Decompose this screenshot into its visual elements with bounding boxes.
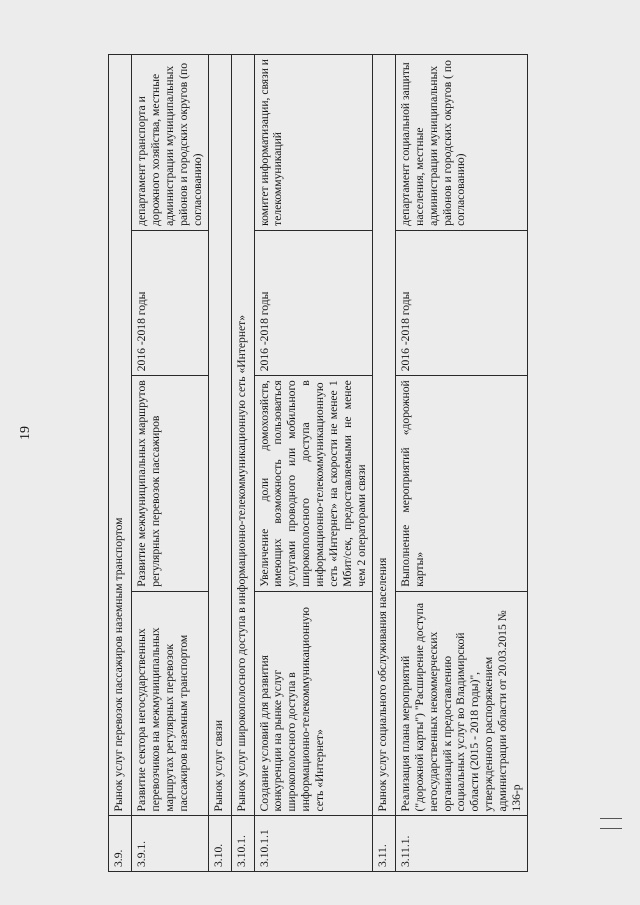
measure-cell: Развитие сектора негосударственных перевозчиков на межмуниципальных маршрутах регулярных перевозок пассажиров наземным транспортом (132, 591, 209, 816)
measure-cell: Создание условий для развития конкуренции на рынке услуг широкополосного доступа в информационно-телекоммуникационную сеть «Интернет» (254, 591, 372, 816)
row-number: 3.10. (208, 816, 231, 872)
page-number: 19 (18, 426, 33, 440)
table-row (254, 55, 372, 872)
section-row (208, 55, 231, 872)
responsible-cell: комитет информатизации, связи и телекоммуникаций (254, 55, 372, 231)
section-row (231, 55, 254, 872)
margin-line (600, 818, 622, 819)
margin-line (600, 828, 622, 829)
section-title: Рынок услуг социального обслуживания населения (372, 55, 395, 816)
responsible-cell: департамент социальной защиты населения, местные администрации муниципальных районов и городских округов ( по согласованию) (395, 55, 527, 231)
section-title: Рынок услуг связи (208, 55, 231, 816)
row-number: 3.11. (372, 816, 395, 872)
section-row (109, 55, 132, 872)
rotated-table-container (108, 54, 528, 872)
row-number: 3.10.1.1 (254, 816, 372, 872)
period-cell: 2016 -2018 годы (132, 230, 209, 375)
table-row (395, 55, 527, 872)
margin-marks (600, 818, 624, 838)
row-number: 3.11.1. (395, 816, 527, 872)
section-title: Рынок услуг широкополосного доступа в информационно-телекоммуникационную сеть «Интернет» (231, 55, 254, 816)
period-cell: 2016 -2018 годы (395, 230, 527, 375)
period-cell: 2016 -2018 годы (254, 230, 372, 375)
table-row (132, 55, 209, 872)
responsible-cell: департамент транспорта и дорожного хозяйства, местные администрации муниципальных районов и городских округов (по согласованию) (132, 55, 209, 231)
section-title: Рынок услуг перевозок пассажиров наземным транспортом (109, 55, 132, 816)
row-number: 3.9.1. (132, 816, 209, 872)
result-cell: Развитие межмуниципальных маршрутов регулярных перевозок пассажиров (132, 376, 209, 591)
row-number: 3.9. (109, 816, 132, 872)
row-number: 3.10.1. (231, 816, 254, 872)
section-row (372, 55, 395, 872)
measure-cell: Реализация плана мероприятий ("дорожной карты") "Расширение доступа негосударственных некоммерческих организаций к предоставлению социальных услуг во Владимирской области (2015 - 2018 годы)", утвержденного распоряжением администрации области от 20.03.2015 № 136-р (395, 591, 527, 816)
result-cell: Выполнение мероприятий «дорожной карты» (395, 376, 527, 591)
measures-table (108, 54, 528, 872)
result-cell: Увеличение доли домохозяйств, имеющих возможность пользоваться услугами проводного или мобильного широкополосного доступа в информационно-телекоммуникационную сеть «Интернет» на скорости не менее 1 Мбит/сек, предоставляемыми не менее чем 2 операторами связи (254, 376, 372, 591)
